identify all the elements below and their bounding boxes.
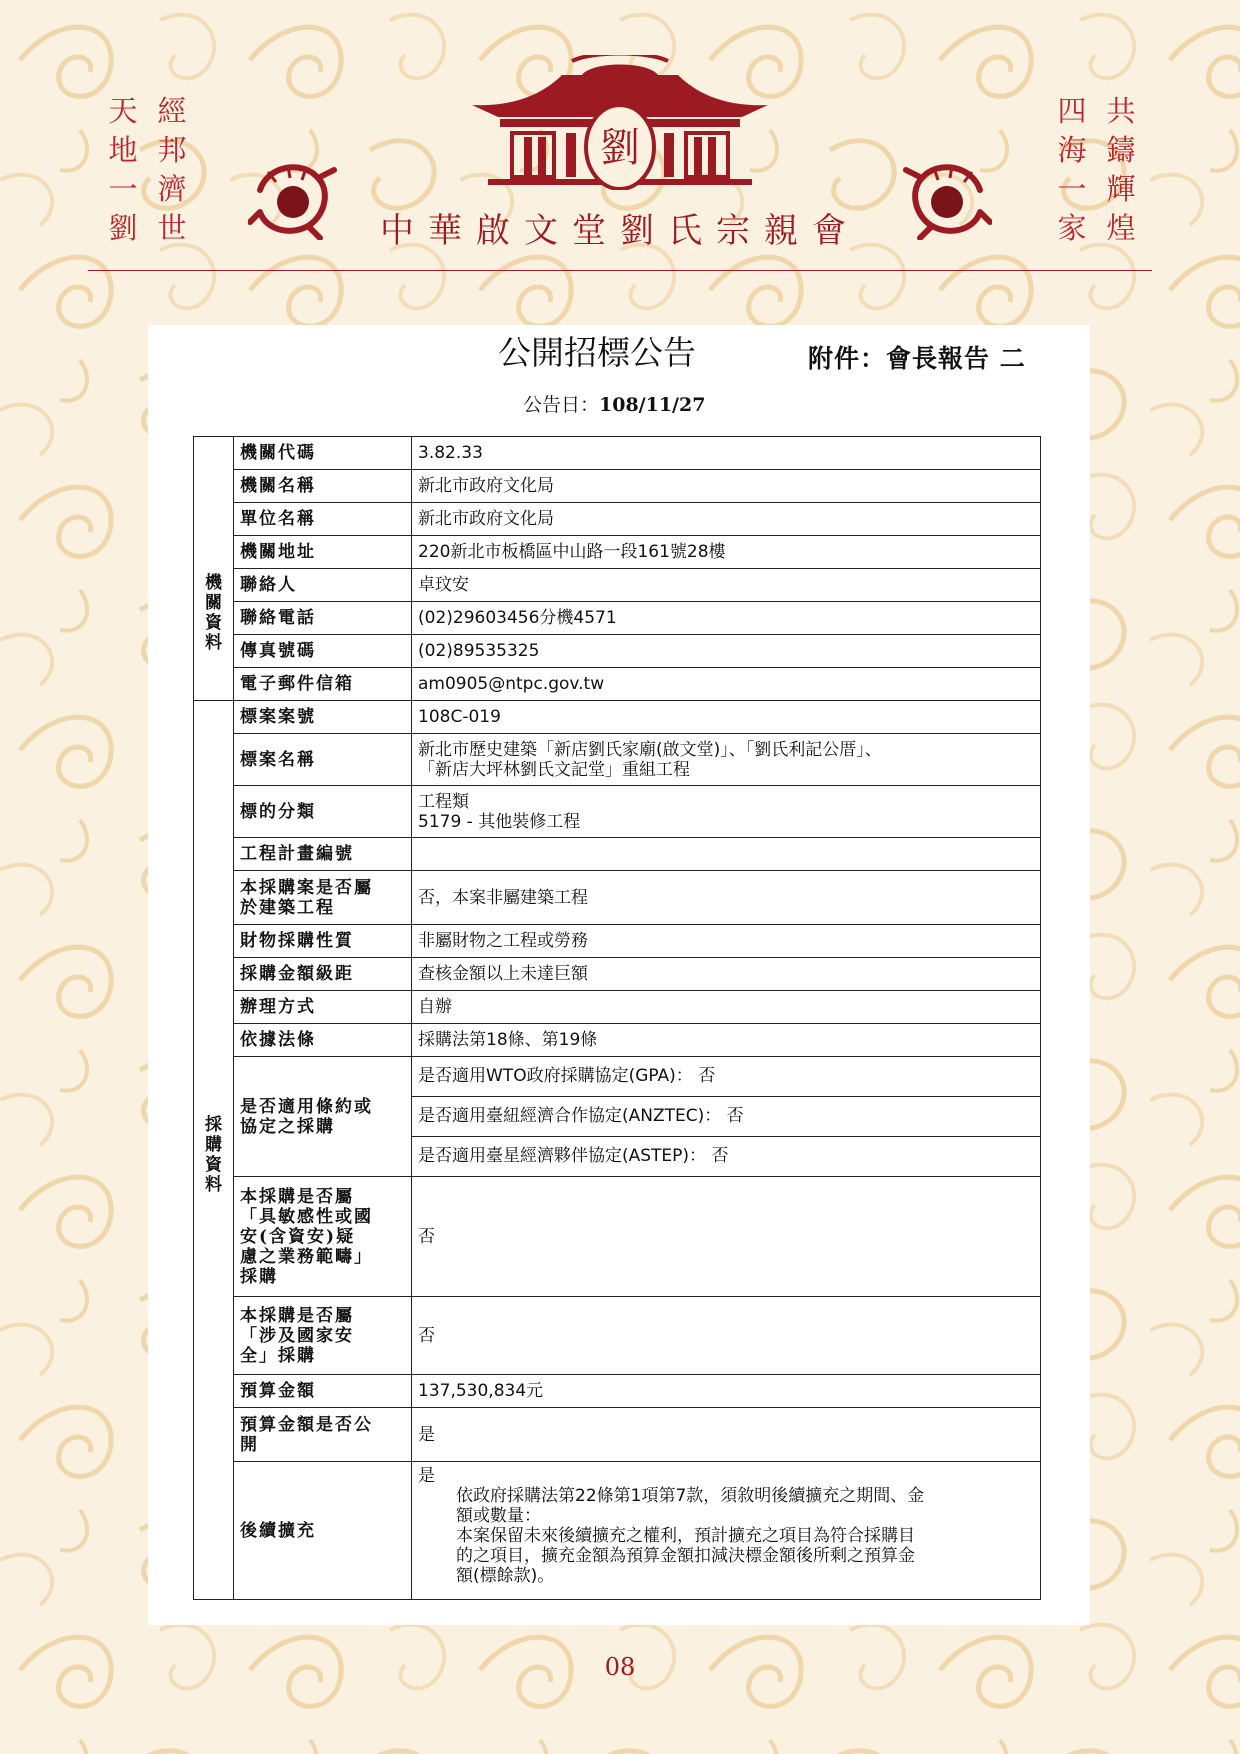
table-row [194, 925, 1041, 958]
table-row [194, 871, 1041, 925]
couplet-char: 一 [108, 172, 138, 206]
value-line: 依政府採購法第22條第1項第7款，須敘明後續擴充之期間、金 [456, 1486, 925, 1506]
row-value: 查核金額以上未達巨額 [412, 958, 1041, 991]
table-row [194, 668, 1041, 701]
row-value: 自辦 [412, 991, 1041, 1024]
label-line: 「涉及國家安 [240, 1325, 354, 1346]
row-label: 依據法條 [234, 1024, 412, 1057]
row-value: 是 [412, 1408, 1041, 1462]
row-label: 電子郵件信箱 [234, 668, 412, 701]
temple-logo-icon [472, 55, 768, 190]
row-value: 卓玟安 [412, 569, 1041, 602]
row-value: (02)29603456分機4571 [412, 602, 1041, 635]
couplet-char: 濟 [157, 172, 187, 206]
organization-name: 中華啟文堂劉氏宗親會 [380, 211, 860, 251]
row-label: 標的分類 [234, 786, 412, 838]
row-value: 非屬財物之工程或勞務 [412, 925, 1041, 958]
label-line: 本採購是否屬 [240, 1186, 354, 1207]
label-line: 開 [240, 1434, 259, 1455]
row-label: 傳真號碼 [234, 635, 412, 668]
couplet-char: 天 [108, 94, 138, 128]
couplet-char: 經 [157, 94, 187, 128]
table-row [194, 1057, 1041, 1177]
table-row [194, 786, 1041, 838]
value-line: 5179 - 其他裝修工程 [418, 811, 581, 832]
row-label: 聯絡電話 [234, 602, 412, 635]
couplet-char: 煌 [1106, 211, 1136, 245]
row-label: 辦理方式 [234, 991, 412, 1024]
row-label [234, 1177, 412, 1297]
group-procurement-info [194, 701, 234, 1600]
label-line: 本採購案是否屬 [240, 877, 373, 898]
row-label [234, 1408, 412, 1462]
table-row [194, 958, 1041, 991]
couplet-char: 海 [1057, 133, 1087, 167]
announcement-date-value: 108/11/27 [599, 394, 706, 416]
row-value: (02)89535325 [412, 635, 1041, 668]
row-label: 財物採購性質 [234, 925, 412, 958]
couplet-char: 四 [1057, 94, 1087, 128]
row-label: 後續擴充 [234, 1462, 412, 1600]
attachment-label: 附件：會長報告 二 [808, 344, 1026, 373]
row-label [234, 1297, 412, 1375]
group-label: 採購資料 [205, 1115, 222, 1195]
value-line: 工程類 [418, 791, 469, 812]
table-row [194, 437, 1041, 470]
announcement-date [523, 390, 705, 417]
row-value: 新北市政府文化局 [412, 503, 1041, 536]
row-value [412, 1057, 1041, 1177]
value-line: 本案保留未來後續擴充之權利，預計擴充之項目為符合採購目 [456, 1526, 915, 1546]
couplet-char: 輝 [1106, 172, 1136, 206]
table-row [194, 1177, 1041, 1297]
table-row [194, 1375, 1041, 1408]
label-line: 是否適用條約或 [240, 1096, 373, 1117]
table-row [194, 470, 1041, 503]
group-agency-info [194, 437, 234, 701]
value-line: 的之項目，擴充金額為預算金額扣減決標金額後所剩之預算金 [456, 1546, 915, 1566]
couplet-char: 共 [1106, 94, 1136, 128]
agreement-astep: 是否適用臺星經濟夥伴協定(ASTEP)： 否 [418, 1146, 729, 1166]
table-row [194, 503, 1041, 536]
table-row [194, 602, 1041, 635]
table-row [194, 1408, 1041, 1462]
row-value: 否 [412, 1177, 1041, 1297]
couplet-char: 邦 [157, 133, 187, 167]
label-line: 全」採購 [240, 1345, 316, 1366]
header-divider [88, 270, 1152, 271]
table-row [194, 1024, 1041, 1057]
couplet-char: 鑄 [1106, 133, 1136, 167]
table-row [194, 991, 1041, 1024]
value-line: 是 [418, 1466, 435, 1486]
row-value [412, 838, 1041, 871]
value-line: 額或數量： [456, 1506, 541, 1526]
value-line: 額(標餘款)。 [456, 1566, 555, 1586]
row-value: 否 [412, 1297, 1041, 1375]
table-row [194, 701, 1041, 734]
label-line: 預算金額是否公 [240, 1414, 373, 1435]
row-label: 機關代碼 [234, 437, 412, 470]
row-label [234, 871, 412, 925]
row-label: 機關名稱 [234, 470, 412, 503]
row-value [412, 1462, 1041, 1600]
row-value: 新北市政府文化局 [412, 470, 1041, 503]
table-row [194, 569, 1041, 602]
row-value: am0905@ntpc.gov.tw [412, 668, 1041, 701]
table-row [194, 1462, 1041, 1600]
couplet-char: 一 [1057, 172, 1087, 206]
label-line: 慮之業務範疇」 [240, 1246, 373, 1267]
row-label: 單位名稱 [234, 503, 412, 536]
label-line: 安(含資安)疑 [240, 1226, 356, 1247]
table-row [194, 536, 1041, 569]
row-label: 標案案號 [234, 701, 412, 734]
couplet-char: 世 [157, 211, 187, 245]
row-label: 機關地址 [234, 536, 412, 569]
table-row [194, 1297, 1041, 1375]
value-line: 新北市歷史建築「新店劉氏家廟(啟文堂)」、「劉氏利記公厝」、 [418, 739, 882, 760]
label-line: 協定之採購 [240, 1116, 335, 1137]
row-value: 137,530,834元 [412, 1375, 1041, 1408]
table-row [194, 838, 1041, 871]
notice-title: 公開招標公告 [498, 333, 696, 372]
row-value: 3.82.33 [412, 437, 1041, 470]
group-label: 機關資料 [205, 572, 222, 653]
row-value [412, 734, 1041, 786]
table-row [194, 635, 1041, 668]
label-line: 於建築工程 [240, 897, 335, 918]
label-line: 本採購是否屬 [240, 1305, 354, 1326]
row-label: 採購金額級距 [234, 958, 412, 991]
tender-info-table [193, 436, 1041, 1600]
table-row [194, 734, 1041, 786]
row-label: 聯絡人 [234, 569, 412, 602]
row-label [234, 1057, 412, 1177]
couplet-char: 劉 [108, 211, 138, 245]
couplet-char: 家 [1057, 211, 1087, 245]
row-label: 預算金額 [234, 1375, 412, 1408]
row-value [412, 786, 1041, 838]
label-line: 「具敏感性或國 [240, 1206, 373, 1227]
agreement-anztec: 是否適用臺紐經濟合作協定(ANZTEC)： 否 [412, 1097, 1040, 1137]
row-label: 標案名稱 [234, 734, 412, 786]
row-value: 否，本案非屬建築工程 [412, 871, 1041, 925]
row-label: 工程計畫編號 [234, 838, 412, 871]
page-number: 08 [604, 1653, 636, 1681]
row-value: 108C-019 [412, 701, 1041, 734]
row-value: 220新北市板橋區中山路一段161號28樓 [412, 536, 1041, 569]
row-value: 採購法第18條、第19條 [412, 1024, 1041, 1057]
label-line: 採購 [240, 1266, 278, 1287]
logo-seal-glyph: 劉 [600, 125, 640, 171]
scanned-notice-sheet [148, 325, 1090, 1625]
page-header [0, 0, 1240, 280]
couplet-char: 地 [108, 133, 138, 167]
announcement-date-label: 公告日： [523, 394, 600, 416]
agreement-gpa: 是否適用WTO政府採購協定(GPA)： 否 [412, 1057, 1040, 1097]
value-line: 「新店大坪林劉氏文記堂」重組工程 [418, 759, 690, 780]
